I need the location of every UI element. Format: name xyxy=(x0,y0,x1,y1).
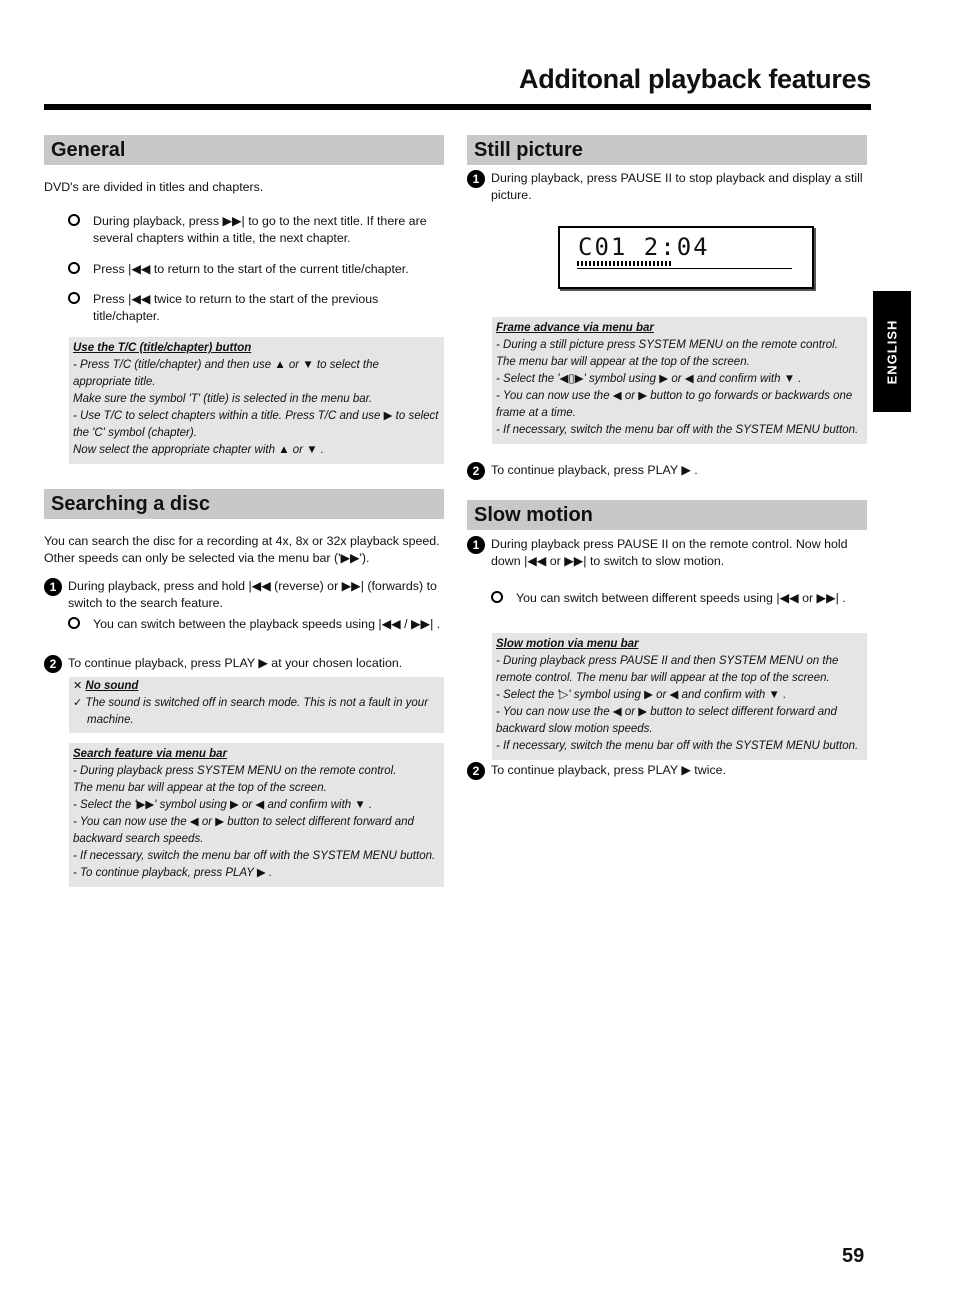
bullet-circle-icon xyxy=(68,214,80,226)
search-menu-box xyxy=(69,743,444,887)
display-readout: C01 2:04 xyxy=(578,233,710,261)
display-level-bar xyxy=(577,261,672,266)
general-heading: General xyxy=(44,135,444,165)
frame-box-line: - You can now use the ◀ or ▶ button to go forwards or backwards one frame at a time. xyxy=(496,390,853,419)
frame-box-line: - During a still picture press SYSTEM MENU on the remote control. xyxy=(496,339,838,351)
general-bullet-2: Press |◀◀ to return to the start of the current title/chapter. xyxy=(44,261,444,278)
tc-box-line: - Press T/C (title/chapter) and then use ▲ or ▼ to select the appropriate title. xyxy=(73,359,379,388)
step-2-icon: 2 xyxy=(44,655,62,673)
searching-heading: Searching a disc xyxy=(44,489,444,519)
step-1-icon: 1 xyxy=(44,578,62,596)
step-1-icon: 1 xyxy=(467,536,485,554)
searching-intro: You can search the disc for a recording at 4x, 8x or 32x playback speed. Other speeds can only be selected via the menu bar ('▶▶'). xyxy=(44,534,440,565)
tc-box-line: Make sure the symbol 'T' (title) is selected in the menu bar. xyxy=(73,393,373,405)
bullet-circle-icon xyxy=(68,617,80,629)
slow-menu-box xyxy=(492,633,867,760)
slow-box-line: - Select the '▷' symbol using ▶ or ◀ and confirm with ▼ . xyxy=(496,689,787,701)
search-box-line: - Select the '▶▶' symbol using ▶ or ◀ and confirm with ▼ . xyxy=(73,799,373,811)
frame-box-line: The menu bar will appear at the top of the screen. xyxy=(496,356,750,368)
title-rule xyxy=(44,104,871,110)
check-icon: ✓ xyxy=(73,697,83,709)
right-column xyxy=(467,135,867,779)
slow-step-2: 2 To continue playback, press PLAY ▶ twice. xyxy=(467,762,867,779)
step-1-icon: 1 xyxy=(467,170,485,188)
bullet-circle-icon xyxy=(491,591,503,603)
search-box-title: Search feature via menu bar xyxy=(73,748,228,760)
page-number: 59 xyxy=(842,1245,865,1267)
note-text-row: ✓ The sound is switched off in search mode. This is not a fault in your machine. xyxy=(73,697,429,726)
general-intro: DVD's are divided in titles and chapters. xyxy=(44,180,264,194)
still-heading: Still picture xyxy=(467,135,867,165)
tc-box-line: Now select the appropriate chapter with ▲ or ▼ . xyxy=(73,444,324,456)
cross-icon: ✕ xyxy=(73,680,83,692)
slow-step-1: 1 During playback press PAUSE II on the remote control. Now hold down |◀◀ or ▶▶| to switch to slow motion. xyxy=(467,536,867,570)
bullet-circle-icon xyxy=(68,262,80,274)
searching-step-2: 2 To continue playback, press PLAY ▶ at your chosen location. xyxy=(44,655,444,672)
no-sound-note xyxy=(69,677,444,733)
search-box-line: - If necessary, switch the menu bar off with the SYSTEM MENU button. xyxy=(73,850,436,862)
left-column xyxy=(44,135,444,887)
searching-step-1: 1 During playback, press and hold |◀◀ (reverse) or ▶▶| (forwards) to switch to the search feature. xyxy=(44,578,444,612)
search-box-line: The menu bar will appear at the top of the screen. xyxy=(73,782,327,794)
display-baseline xyxy=(577,268,792,269)
general-bullet-1: During playback, press ▶▶| to go to the next title. If there are several chapters within a title, the next chapter. xyxy=(44,213,444,247)
search-box-line: - You can now use the ◀ or ▶ button to select different forward and backward search speeds. xyxy=(73,816,414,845)
slow-box-title: Slow motion via menu bar xyxy=(496,638,639,650)
language-tab xyxy=(873,291,911,412)
search-box-line: - During playback press SYSTEM MENU on the remote control. xyxy=(73,765,397,777)
tc-box-line: - Use T/C to select chapters within a title. Press T/C and use ▶ to select the 'C' symbol (chapter). xyxy=(73,410,439,439)
step-2-icon: 2 xyxy=(467,462,485,480)
frame-box-line: - If necessary, switch the menu bar off with the SYSTEM MENU button. xyxy=(496,424,859,436)
frame-box-line: - Select the '◀▯▶' symbol using ▶ or ◀ and confirm with ▼ . xyxy=(496,373,802,385)
tc-button-box xyxy=(69,337,444,464)
page-title: Additonal playback features xyxy=(519,64,871,94)
still-step-2: 2 To continue playback, press PLAY ▶ . xyxy=(467,462,867,479)
step-2-icon: 2 xyxy=(467,762,485,780)
slow-box-line: - If necessary, switch the menu bar off with the SYSTEM MENU button. xyxy=(496,740,859,752)
bullet-circle-icon xyxy=(68,292,80,304)
frame-advance-box xyxy=(492,317,867,444)
language-tab-label: ENGLISH xyxy=(884,319,900,384)
display-panel xyxy=(558,226,814,289)
slow-heading: Slow motion xyxy=(467,500,867,530)
slow-box-line: - During playback press PAUSE II and then SYSTEM MENU on the remote control. The menu bar will appear at the top of the screen. xyxy=(496,655,839,684)
search-box-line: - To continue playback, press PLAY ▶ . xyxy=(73,867,273,879)
tc-box-title: Use the T/C (title/chapter) button xyxy=(73,342,252,354)
slow-box-line: - You can now use the ◀ or ▶ button to select different forward and backward slow motion speeds. xyxy=(496,706,837,735)
note-title-row xyxy=(73,678,440,695)
note-title: No sound xyxy=(85,680,139,692)
general-bullet-3: Press |◀◀ twice to return to the start of the previous title/chapter. xyxy=(44,291,444,325)
slow-bullet: You can switch between different speeds using |◀◀ or ▶▶| . xyxy=(467,590,867,607)
searching-step1-bullet: You can switch between the playback speeds using |◀◀ / ▶▶| . xyxy=(44,616,444,633)
still-step-1: 1 During playback, press PAUSE II to stop playback and display a still picture. xyxy=(467,170,867,204)
frame-box-title: Frame advance via menu bar xyxy=(496,322,654,334)
